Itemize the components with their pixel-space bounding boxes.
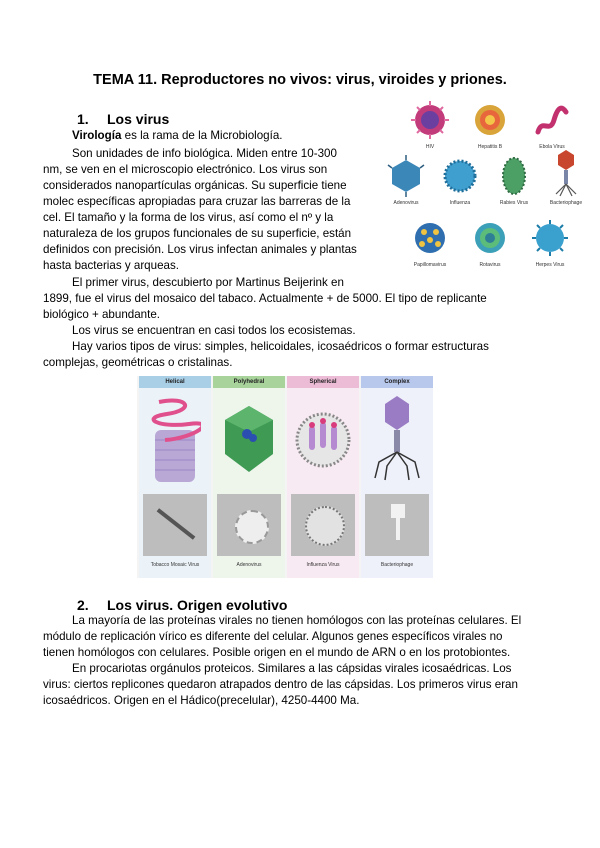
paragraph-line: En procariotas orgánulos proteicos. Similares a las cápsidas virales icosaédricas. Los xyxy=(72,662,512,675)
paragraph-line: molec específicas apropiadas para cruzar las barreras de la xyxy=(43,195,351,208)
virus-types-figure xyxy=(137,376,433,578)
section-2-heading xyxy=(77,597,287,613)
papillomavirus-illustration xyxy=(404,216,456,274)
polyhedral-column xyxy=(213,376,285,578)
paragraph-line: Virología es la rama de la Microbiología. xyxy=(72,129,283,142)
column-caption: Influenza Virus xyxy=(306,562,340,568)
influenza-illustration xyxy=(434,154,486,212)
paragraph-line: cel. El tamaño y la forma de los virus, así como el nº y la xyxy=(43,211,334,224)
virus-label: Influenza xyxy=(449,200,471,206)
virus-label: Papillomavirus xyxy=(413,262,447,268)
paragraph-line: Los virus se encuentran en casi todos los ecosistemas. xyxy=(72,324,356,337)
paragraph-line: Hay varios tipos de virus: simples, helicoidales, icosaédricos o formar estructuras xyxy=(72,340,489,353)
paragraph-line: considerados nanopartículas orgánicas. Su superficie tiene xyxy=(43,179,347,192)
section-2-title: Los virus. Origen evolutivo xyxy=(107,597,288,613)
paragraph-line: virus: ciertos replicones quedaron atrapados dentro de las cápsidas. Los primeros virus eran xyxy=(43,678,518,691)
rotavirus-illustration xyxy=(464,216,516,274)
spherical-column xyxy=(287,376,359,578)
complex-model xyxy=(369,394,425,486)
hepatitis-b-illustration xyxy=(464,98,516,156)
virus-label: Ebola Virus xyxy=(539,144,565,150)
virus-label: Rotavirus xyxy=(479,262,501,268)
column-caption: Adenovirus xyxy=(236,562,262,568)
section-2-number: 2. xyxy=(77,597,89,613)
spherical-model xyxy=(293,396,353,482)
paragraph-line: La mayoría de las proteínas virales no tienen homólogos con las proteínas celulares. El xyxy=(72,614,522,627)
column-header: Spherical xyxy=(287,376,359,388)
bacteriophage-illustration xyxy=(540,148,592,206)
column-caption: Bacteriophage xyxy=(380,562,414,568)
helical-micrograph xyxy=(143,494,207,556)
herpes-illustration xyxy=(524,216,576,274)
helical-column xyxy=(139,376,211,578)
polyhedral-micrograph xyxy=(217,494,281,556)
virus-label: HIV xyxy=(425,144,435,150)
paragraph-line: nm, se ven en el microscopio electrónico. Los virus son xyxy=(43,163,328,176)
complex-column xyxy=(361,376,433,578)
column-header: Helical xyxy=(139,376,211,388)
complex-micrograph xyxy=(365,494,429,556)
virus-label: Rabies Virus xyxy=(499,200,529,206)
paragraph-line: 1899, fue el virus del mosaico del tabaco. Actualmente + de 5000. El tipo de replicante xyxy=(43,292,487,305)
paragraph-line: El primer virus, descubierto por Martinus Beijerink en xyxy=(72,276,344,289)
paragraph-line: hasta bacterias y arqueas. xyxy=(43,259,179,272)
rabies-illustration xyxy=(488,154,540,212)
hiv-illustration xyxy=(404,98,456,156)
section-1-title: Los virus xyxy=(107,111,170,127)
paragraph-line: biológico + abundante. xyxy=(43,308,161,321)
helical-model xyxy=(149,394,201,486)
paragraph-line: naturaleza de los grupos funcionales de su superficie, están xyxy=(43,227,352,240)
spherical-micrograph xyxy=(291,494,355,556)
page-title: TEMA 11. Reproductores no vivos: virus, viroides y priones. xyxy=(93,72,507,88)
paragraph-line: Son unidades de info biológica. Miden entre 10-300 xyxy=(72,147,337,160)
paragraph-line: icosaédricos. Origen en el Hádico(precelular), 4250-4400 Ma. xyxy=(43,694,360,707)
virus-gallery-image xyxy=(380,98,592,276)
virus-label: Hepatitis B xyxy=(477,144,503,150)
polyhedral-model xyxy=(221,402,277,478)
virus-label: Bacteriophage xyxy=(549,200,583,206)
virus-label: Adenovirus xyxy=(393,200,419,206)
paragraph-line: definidos con precisión. Los virus infectan animales y plantas xyxy=(43,243,357,256)
paragraph-line: complejas, geométricas o cristalinas. xyxy=(43,356,233,369)
column-header: Complex xyxy=(361,376,433,388)
virologia-term: Virología xyxy=(72,129,122,142)
virus-label: Herpes Virus xyxy=(535,262,565,268)
adenovirus-illustration xyxy=(380,154,432,212)
column-header: Polyhedral xyxy=(213,376,285,388)
column-caption: Tobacco Mosaic Virus xyxy=(150,562,200,568)
section-1-heading xyxy=(77,111,169,127)
section-1-number: 1. xyxy=(77,111,89,127)
paragraph-line: tienen homólogos con celulares. Posible origen en el mundo de ARN o en los protobiontes. xyxy=(43,646,511,659)
paragraph-line: módulo de replicación vírico es diferente del celular. Algunos genes específicos virales no xyxy=(43,630,503,643)
